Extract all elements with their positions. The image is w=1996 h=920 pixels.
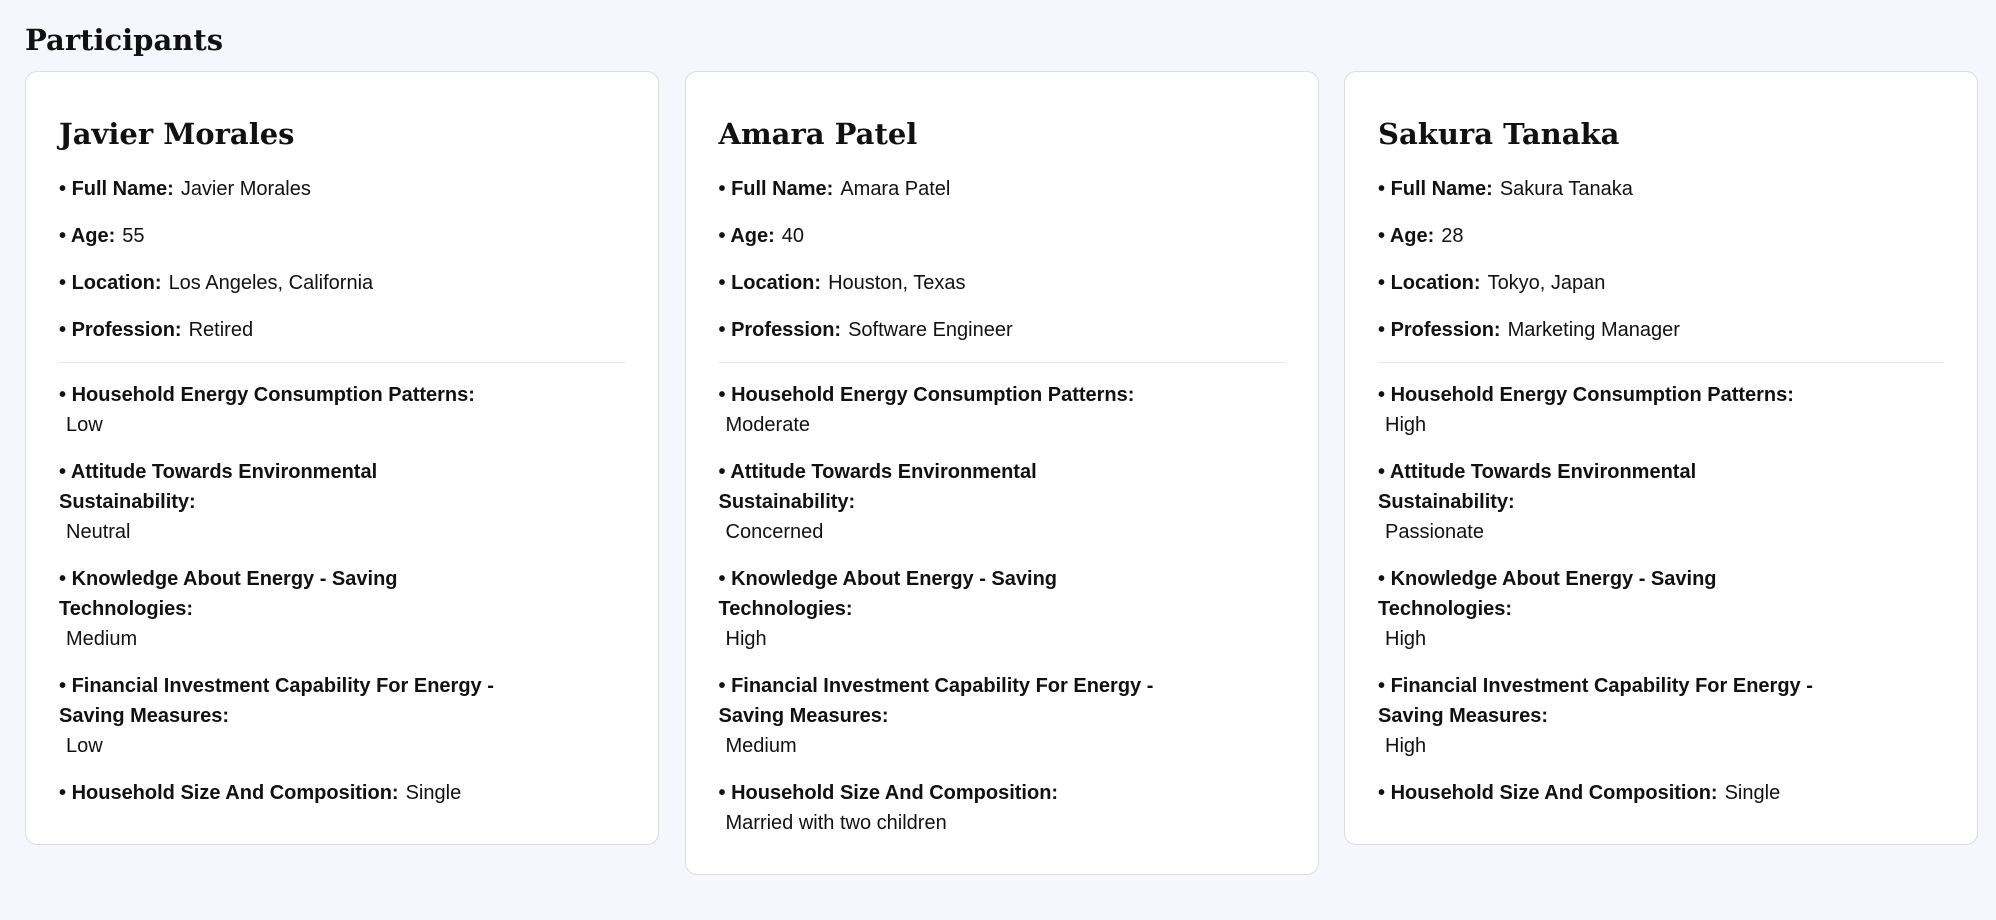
field-label: Knowledge About Energy - Saving Technologies: (1378, 568, 1717, 620)
field-value: High (725, 628, 767, 650)
field-label: Attitude Towards Environmental Sustainability: (1378, 461, 1697, 513)
field-knowledge: • Knowledge About Energy - Saving Technologies: Medium (59, 564, 514, 654)
field-value: Software Engineer (848, 319, 1013, 341)
section-divider (719, 362, 1285, 363)
field-knowledge: • Knowledge About Energy - Saving Technologies: High (719, 564, 1174, 654)
field-value: Sakura Tanaka (1499, 178, 1633, 200)
field-value: High (1385, 735, 1427, 757)
field-profession: • Profession: Marketing Manager (1378, 319, 1680, 341)
field-household: • Household Size And Composition: Married with two children (719, 778, 1174, 838)
page-title: Participants (25, 23, 224, 57)
field-profession: • Profession: Software Engineer (718, 319, 1013, 341)
participant-name: Javier Morales (59, 117, 295, 151)
field-financial: • Financial Investment Capability For Energy - Saving Measures: High (1378, 671, 1833, 761)
field-value: Married with two children (725, 812, 947, 834)
field-energy-patterns: • Household Energy Consumption Patterns: Moderate (719, 380, 1174, 440)
field-label: Knowledge About Energy - Saving Technologies: (718, 568, 1058, 620)
field-financial: • Financial Investment Capability For Energy - Saving Measures: Medium (719, 671, 1174, 761)
field-label: Household Size And Composition: (731, 782, 1059, 804)
field-label: Age: (70, 225, 116, 247)
field-value: High (1385, 628, 1427, 650)
field-label: Full Name: (71, 178, 174, 200)
field-label: Location: (731, 272, 822, 294)
field-value: Single (1724, 782, 1781, 804)
field-label: Financial Investment Capability For Energy - Saving Measures: (1378, 675, 1813, 727)
field-value: Houston, Texas (828, 272, 966, 294)
field-label: Household Energy Consumption Patterns: (731, 384, 1135, 406)
field-knowledge: • Knowledge About Energy - Saving Technologies: High (1378, 564, 1833, 654)
field-label: Financial Investment Capability For Energy - Saving Measures: (59, 675, 494, 727)
participant-card-amara-patel (685, 71, 1319, 875)
field-value: Amara Patel (840, 178, 951, 200)
field-label: Household Size And Composition: (71, 782, 399, 804)
field-value: 28 (1441, 225, 1464, 247)
field-age: • Age: 55 (59, 225, 145, 247)
field-label: Household Energy Consumption Patterns: (71, 384, 475, 406)
field-full-name: • Full Name: Javier Morales (59, 178, 311, 200)
participant-name: Amara Patel (718, 117, 918, 151)
participant-card-javier-morales (25, 71, 659, 845)
field-value: Retired (188, 319, 254, 341)
field-value: Marketing Manager (1507, 319, 1680, 341)
section-divider (1378, 362, 1944, 363)
field-label: Household Energy Consumption Patterns: (1390, 384, 1794, 406)
field-label: Profession: (1390, 319, 1501, 341)
field-energy-patterns: • Household Energy Consumption Patterns: Low (59, 380, 514, 440)
field-value: 55 (122, 225, 145, 247)
field-label: Household Size And Composition: (1390, 782, 1718, 804)
field-attitude: • Attitude Towards Environmental Sustainability: Concerned (719, 457, 1174, 547)
field-value: Medium (66, 628, 138, 650)
field-label: Age: (730, 225, 775, 247)
field-value: Low (66, 735, 103, 757)
field-label: Knowledge About Energy - Saving Technologies: (59, 568, 398, 620)
field-label: Attitude Towards Environmental Sustainability: (59, 461, 378, 513)
field-value: Moderate (725, 414, 810, 436)
field-energy-patterns: • Household Energy Consumption Patterns: High (1378, 380, 1833, 440)
field-value: Passionate (1385, 521, 1484, 543)
field-label: Financial Investment Capability For Energy - Saving Measures: (718, 675, 1154, 727)
field-label: Profession: (71, 319, 182, 341)
field-age: • Age: 28 (1378, 225, 1464, 247)
field-full-name: • Full Name: Sakura Tanaka (1378, 178, 1633, 200)
participant-card-sakura-tanaka (1344, 71, 1978, 845)
field-label: Full Name: (1390, 178, 1493, 200)
field-value: Tokyo, Japan (1487, 272, 1606, 294)
field-full-name: • Full Name: Amara Patel (718, 178, 951, 200)
field-label: Location: (1390, 272, 1481, 294)
field-value: Low (66, 414, 103, 436)
participant-cards (25, 71, 1978, 875)
field-attitude: • Attitude Towards Environmental Sustainability: Passionate (1378, 457, 1833, 547)
field-label: Attitude Towards Environmental Sustainability: (718, 461, 1037, 513)
field-age: • Age: 40 (718, 225, 805, 247)
field-household: • Household Size And Composition: Single (1378, 782, 1781, 804)
field-value: Neutral (66, 521, 131, 543)
field-financial: • Financial Investment Capability For Energy - Saving Measures: Low (59, 671, 514, 761)
field-value: 40 (781, 225, 805, 247)
field-value: Javier Morales (180, 178, 311, 200)
field-label: Age: (1389, 225, 1435, 247)
field-value: Medium (725, 735, 797, 757)
field-value: Single (405, 782, 462, 804)
field-household: • Household Size And Composition: Single (59, 782, 462, 804)
field-value: Los Angeles, California (168, 272, 374, 294)
field-label: Full Name: (731, 178, 834, 200)
field-label: Profession: (731, 319, 842, 341)
field-location: • Location: Tokyo, Japan (1378, 272, 1606, 294)
field-location: • Location: Houston, Texas (718, 272, 966, 294)
field-attitude: • Attitude Towards Environmental Sustainability: Neutral (59, 457, 514, 547)
field-location: • Location: Los Angeles, California (59, 272, 374, 294)
field-value: Concerned (725, 521, 824, 543)
field-label: Location: (71, 272, 162, 294)
participant-name: Sakura Tanaka (1378, 117, 1620, 151)
field-value: High (1385, 414, 1427, 436)
section-divider (59, 362, 625, 363)
field-profession: • Profession: Retired (59, 319, 254, 341)
